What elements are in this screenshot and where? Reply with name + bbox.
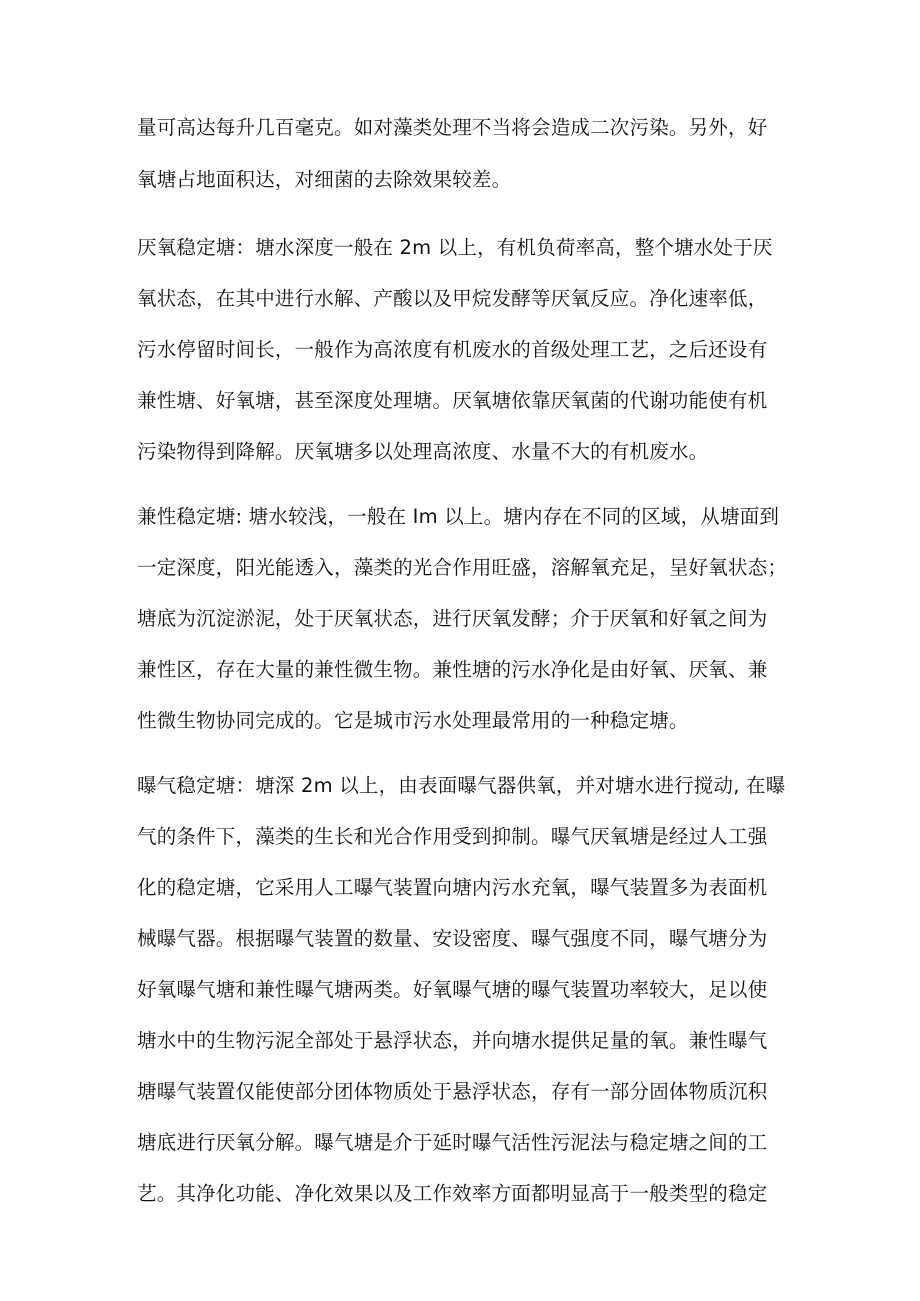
text-line: 塘水中的生物污泥全部处于悬浮状态，并向塘水提供足量的氧。兼性曝气 — [137, 1029, 768, 1052]
text-line: 厌氧稳定塘：塘水深度一般在 2m 以上，有机负荷率高，整个塘水处于厌 — [137, 236, 773, 259]
text-line: 曝气稳定塘：塘深 2m 以上，由表面曝气器供氧，并对塘水进行搅动, 在曝 — [137, 774, 786, 797]
text-line: 一定深度，阳光能透入，藻类的光合作用旺盛，溶解氧充足，呈好氧状态； — [137, 556, 788, 579]
text-line: 气的条件下，藻类的生长和光合作用受到抑制。曝气厌氧塘是经过人工强 — [137, 825, 768, 848]
text-line: 化的稳定塘，它采用人工曝气装置向塘内污水充氧，曝气装置多为表面机 — [137, 876, 768, 899]
text-line: 氧状态，在其中进行水解、产酸以及甲烷发酵等厌氧反应。净化速率低， — [137, 287, 768, 310]
text-line: 兼性区，存在大量的兼性微生物。兼性塘的污水净化是由好氧、厌氧、兼 — [137, 658, 768, 681]
text-line: 氧塘占地面积达，对细菌的去除效果较差。 — [137, 168, 512, 191]
text-line: 兼性稳定塘: 塘水较浅，一般在 Im 以上。塘内存在不同的区域，从塘面到 — [137, 505, 780, 528]
text-line: 塘底为沉淀淤泥，处于厌氧状态，进行厌氧发酵；介于厌氧和好氧之间为 — [137, 607, 768, 630]
text-line: 艺。其净化功能、净化效果以及工作效率方面都明显高于一般类型的稳定 — [137, 1182, 768, 1205]
text-line: 兼性塘、好氧塘，甚至深度处理塘。厌氧塘依靠厌氧菌的代谢功能使有机 — [137, 389, 768, 412]
text-line: 好氧曝气塘和兼性曝气塘两类。好氧曝气塘的曝气装置功率较大，足以使 — [137, 978, 768, 1001]
text-line: 污水停留时间长，一般作为高浓度有机废水的首级处理工艺，之后还设有 — [137, 338, 768, 361]
text-line: 塘曝气装置仅能使部分团体物质处于悬浮状态，存有一部分固体物质沉积 — [137, 1080, 768, 1103]
text-line: 污染物得到降解。厌氧塘多以处理高浓度、水量不大的有机废水。 — [137, 440, 709, 463]
text-line: 械曝气器。根据曝气装置的数量、安设密度、曝气强度不同，曝气塘分为 — [137, 927, 768, 950]
text-line: 塘底进行厌氧分解。曝气塘是介于延时曝气活性污泥法与稳定塘之间的工 — [137, 1131, 768, 1154]
text-line: 量可高达每升几百毫克。如对藻类处理不当将会造成二次污染。另外，好 — [137, 116, 768, 139]
text-line: 性微生物协同完成的。它是城市污水处理最常用的一种稳定塘。 — [137, 709, 689, 732]
